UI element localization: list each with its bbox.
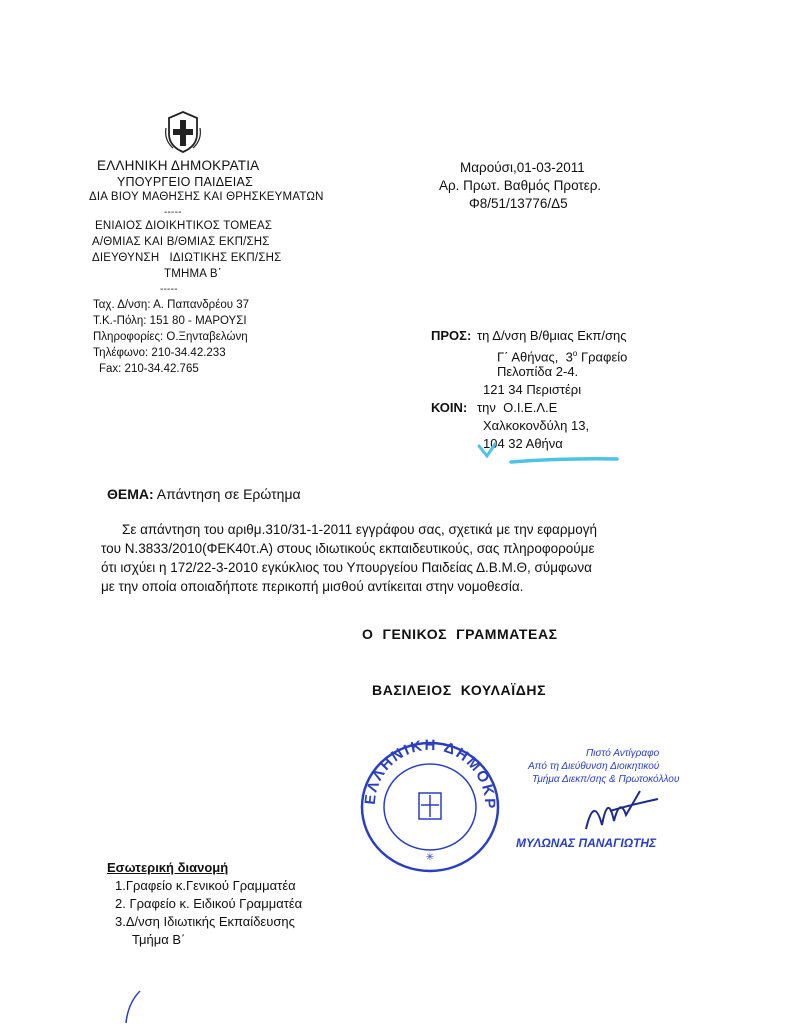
sender-country: ΕΛΛΗΝΙΚΗ ΔΗΜΟΚΡΑΤΙΑ: [97, 158, 260, 173]
to-line-4: 121 34 Περιστέρι: [483, 382, 582, 397]
place-date: Μαρούσι,01-03-2011: [460, 160, 585, 175]
body-line-1: Σε απάντηση του αριθμ.310/31-1-2011 εγγράφου σας, σχετικά με την εφαρμογή: [122, 522, 598, 537]
sender-directorate: ΔΙΕΥΘΥΝΣΗ ΙΔΙΩΤΙΚΗΣ ΕΚΠ/ΣΗΣ: [92, 252, 282, 264]
subject-label: ΘΕΜΑ:: [107, 486, 154, 502]
sender-info: Πληροφορίες: Ο.Ξηνταβελώνη: [93, 331, 248, 343]
signature-name: ΒΑΣΙΛΕΙΟΣ ΚΟΥΛΑΪΔΗΣ: [372, 682, 547, 698]
distribution-item: 1.Γραφείο κ.Γενικού Γραμματέα: [115, 878, 296, 893]
sender-department: ΤΜΗΜΑ Β΄: [164, 268, 222, 280]
distribution-item: 3.Δ/νση Ιδιωτικής Εκπαίδευσης: [115, 914, 295, 929]
pen-stroke: [118, 985, 158, 1029]
stamp-line-2: Από τη Διεύθυνση Διοικητικού: [528, 761, 660, 772]
subject-text: Απάντηση σε Ερώτημα: [156, 486, 301, 502]
separator: -----: [164, 207, 182, 218]
protocol-number: Φ8/51/13776/Δ5: [469, 196, 568, 211]
cc-line-2: Χαλκοκονδύλη 13,: [483, 418, 590, 433]
distribution-heading: Εσωτερική διανομή: [107, 860, 229, 875]
svg-text:ΕΛΛΗΝΙΚΗ ΔΗΜΟΚΡΑΤΙΑ: ΕΛΛΗΝΙΚΗ ΔΗΜΟΚΡ: [361, 736, 499, 810]
sender-ministry-sub: ΔΙΑ ΒΙΟΥ ΜΑΘΗΣΗΣ ΚΑΙ ΘΡΗΣΚΕΥΜΑΤΩΝ: [89, 191, 324, 203]
official-seal: [355, 735, 505, 880]
sender-address: Ταχ. Δ/νση: Α. Παπανδρέου 37: [93, 299, 250, 311]
sender-phone: Τηλέφωνο: 210-34.42.233: [93, 347, 226, 359]
sender-sector: ΕΝΙΑΙΟΣ ΔΙΟΙΚΗΤΙΚΟΣ ΤΟΜΕΑΣ: [95, 220, 273, 232]
separator: -----: [160, 284, 178, 295]
sender-levels: Α/ΘΜΙΑΣ ΚΑΙ Β/ΘΜΙΑΣ ΕΚΠ/ΣΗΣ: [92, 236, 270, 248]
cc-label: ΚΟΙΝ:: [431, 400, 468, 415]
svg-text:✳: ✳: [425, 852, 435, 863]
distribution-item: 2. Γραφείο κ. Ειδικού Γραμματέα: [115, 896, 303, 911]
stamp-line-1: Πιστό Αντίγραφο: [586, 748, 660, 759]
to-line-2: Γ΄ Αθήνας, $3^o$ Γραφείο: [497, 349, 628, 365]
body-line-3: ότι ισχύει η 172/22-3-2010 εγκύκλιος του Υπουργείου Παιδείας Δ.Β.Μ.Θ, σύμφωνα: [101, 560, 592, 575]
sender-ministry: ΥΠΟΥΡΓΕΙΟ ΠΑΙΔΕΙΑΣ: [117, 175, 253, 189]
sender-fax: Fax: 210-34.42.765: [99, 363, 199, 375]
to-line-1: τη Δ/νση Β/θμιας Εκπ/σης: [477, 328, 627, 343]
stamp-signer: ΜΥΛΩΝΑΣ ΠΑΝΑΓΙΩΤΗΣ: [516, 836, 657, 850]
stamp-line-3: Τμήμα Διεκπ/σης & Πρωτοκόλλου: [532, 774, 680, 785]
to-line-3: Πελοπίδα 2-4.: [497, 364, 579, 379]
greek-coat-of-arms-icon: [165, 110, 201, 159]
body-line-4: με την οποία οποιαδήποτε περικοπή μισθού αντίκειται στην νομοθεσία.: [101, 579, 524, 594]
cc-line-1: την Ο.Ι.Ε.Λ.Ε: [477, 400, 558, 415]
signature-title: Ο ΓΕΝΙΚΟΣ ΓΡΑΜΜΑΤΕΑΣ: [362, 626, 558, 642]
check-marker: [475, 432, 625, 473]
distribution-item: Τμήμα Β΄: [132, 932, 186, 947]
subject: [107, 486, 301, 502]
to-label: ΠΡΟΣ:: [431, 328, 472, 343]
body-line-2: του Ν.3833/2010(ΦΕΚ40τ.Α) στους ιδιωτικούς εκπαιδευτικούς, σας πληροφορούμε: [101, 541, 595, 556]
protocol-label: Αρ. Πρωτ. Βαθμός Προτερ.: [439, 178, 602, 193]
handwritten-signature: [580, 785, 670, 845]
sender-postcode: Τ.Κ.-Πόλη: 151 80 - ΜΑΡΟΥΣΙ: [93, 315, 247, 327]
cc-line-3: 104 32 Αθήνα: [483, 436, 563, 451]
